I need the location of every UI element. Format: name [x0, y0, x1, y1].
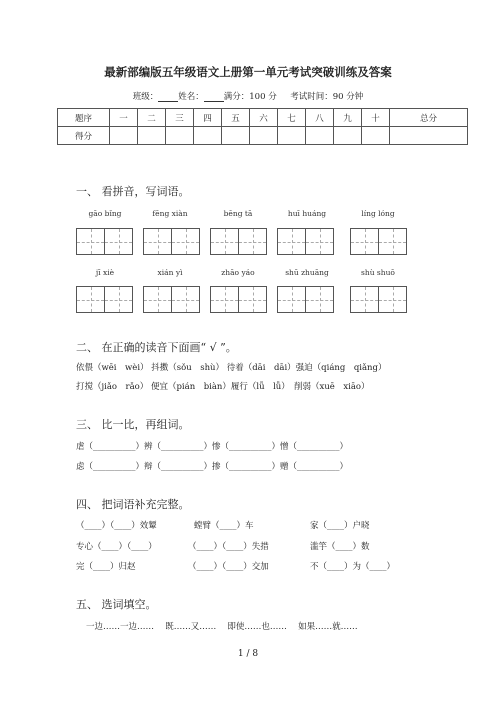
class-blank[interactable] — [158, 92, 178, 102]
writing-grid[interactable] — [143, 286, 199, 313]
exam-time: 考试时间：90 分钟 — [290, 92, 364, 102]
idiom-blank[interactable]: 螳臂（____）车 — [194, 521, 254, 531]
full-score: 满分：100 分 — [223, 92, 277, 102]
idiom-blank[interactable]: 不（____）为（____） — [310, 562, 396, 572]
writing-grid[interactable] — [76, 286, 132, 313]
header-cell: 九 — [334, 109, 362, 127]
header-cell: 五 — [222, 109, 250, 127]
header-cell: 八 — [306, 109, 334, 127]
pinyin-label: huī huáng — [287, 209, 327, 218]
pinyin-label: bēng tā — [223, 209, 253, 218]
idiom-blank[interactable]: 滥竽（____）数 — [310, 542, 370, 552]
pronunciation-line[interactable]: 依偎（wēi wèi） 抖擞（sǒu shù） 待着（dāi dāi）强迫（qiáng qiǎng） — [76, 363, 387, 373]
score-cell[interactable] — [390, 127, 468, 145]
section-2-heading: 二、 在正确的读音下面画“ √ ”。 — [76, 341, 237, 354]
class-label: 班级： — [132, 92, 159, 102]
score-cell[interactable] — [334, 127, 362, 145]
idiom-blank[interactable]: （____）（____）交加 — [188, 562, 269, 572]
writing-grid[interactable] — [210, 286, 266, 313]
pinyin-label: jī xiè — [95, 268, 115, 277]
header-cell: 总分 — [390, 109, 468, 127]
header-cell: 六 — [250, 109, 278, 127]
idiom-blank[interactable]: 专心（____）（____） — [76, 542, 157, 552]
pronunciation-line[interactable]: 打搅（jiǎo rǎo） 便宜（pián biàn）履行（lǚ lǚ） 削弱（xuē xiāo） — [76, 382, 370, 392]
compare-line[interactable]: 虐（__________）辨（__________）惨（__________）憎（__________） — [76, 442, 349, 452]
score-cell[interactable] — [110, 127, 138, 145]
section-5-heading: 五、 选词填空。 — [76, 598, 157, 611]
name-blank[interactable] — [204, 92, 224, 102]
score-cell[interactable] — [222, 127, 250, 145]
idiom-blank[interactable]: 完（____）归赵 — [76, 562, 136, 572]
header-cell: 三 — [166, 109, 194, 127]
pinyin-label: shū zhuāng — [285, 268, 329, 277]
header-cell: 二 — [138, 109, 166, 127]
writing-grid[interactable] — [277, 286, 333, 313]
idiom-blank[interactable]: （____）（____）失措 — [188, 542, 269, 552]
section-1-heading: 一、 看拼音，写词语。 — [76, 185, 190, 198]
score-cell[interactable] — [194, 127, 222, 145]
writing-grid[interactable] — [76, 228, 132, 255]
header-cell: 一 — [110, 109, 138, 127]
score-table-header — [58, 109, 468, 127]
section-3-heading: 三、 比一比，再组词。 — [76, 418, 190, 431]
name-label: 姓名： — [178, 92, 204, 102]
score-table — [57, 108, 468, 145]
word-options: 一边……一边…… 既……又…… 即使……也…… 如果……就…… — [86, 622, 358, 632]
score-cell[interactable] — [362, 127, 390, 145]
score-cell[interactable] — [306, 127, 334, 145]
student-info — [0, 90, 496, 102]
page-title: 最新部编版五年级语文上册第一单元考试突破训练及答案 — [104, 65, 392, 79]
writing-grid[interactable] — [350, 286, 406, 313]
idiom-blank[interactable]: （____）（____）效颦 — [76, 521, 157, 531]
writing-grid[interactable] — [143, 228, 199, 255]
pinyin-label: líng lóng — [361, 209, 395, 218]
row-label: 得分 — [58, 127, 110, 145]
score-cell[interactable] — [166, 127, 194, 145]
header-cell: 题序 — [58, 109, 110, 127]
header-cell: 七 — [278, 109, 306, 127]
score-cell[interactable] — [250, 127, 278, 145]
pinyin-label: fēng xiàn — [152, 209, 188, 218]
writing-grid[interactable] — [277, 228, 333, 255]
compare-line[interactable]: 虑（__________）辩（__________）掺（__________）赠（__________） — [76, 462, 349, 472]
idiom-blank[interactable]: 家（____）户晓 — [310, 521, 370, 531]
pinyin-label: zhāo yáo — [221, 268, 255, 277]
header-cell: 四 — [194, 109, 222, 127]
score-cell[interactable] — [278, 127, 306, 145]
pinyin-label: shù shuō — [361, 268, 395, 277]
score-cell[interactable] — [138, 127, 166, 145]
pinyin-label: gāo bǐng — [88, 209, 122, 218]
page-number: 1 / 8 — [237, 649, 259, 659]
section-4-heading: 四、 把词语补充完整。 — [76, 498, 190, 511]
writing-grid[interactable] — [350, 228, 406, 255]
writing-grid[interactable] — [210, 228, 266, 255]
header-cell: 十 — [362, 109, 390, 127]
pinyin-label: xián yì — [157, 268, 183, 277]
score-table-row — [58, 127, 468, 145]
